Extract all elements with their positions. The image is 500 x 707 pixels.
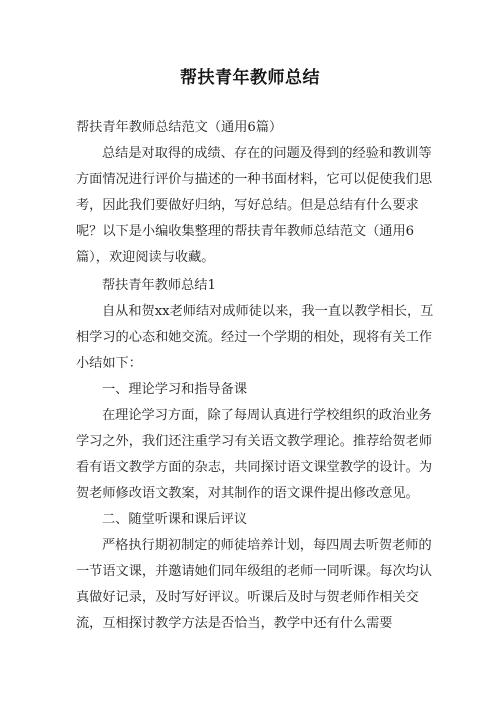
document-subtitle: 帮扶青年教师总结范文（通用6篇） xyxy=(76,120,283,135)
section-title: 帮扶青年教师总结1 xyxy=(102,278,216,293)
heading-class-observation: 二、随堂听课和课后评议 xyxy=(102,512,248,527)
paragraph-1: 自从和贺xx老师结对成师徒以来，我一直以教学相长，互相学习的心态和她交流。经过一个学期的相处，现将有关工作小结如下： xyxy=(76,304,434,371)
paragraph-3: 严格执行期初制定的师徒培养计划，每四周去听贺老师的一节语文课，并邀请她们同年级组的老师一同听课。每次均认真做好记录，及时写好评议。听课后及时与贺老师作相关交流，互相探讨教学方法是否恰当，教学中还有什么需要 xyxy=(76,538,433,631)
paragraph-2: 在理论学习方面，除了每周认真进行学校组织的政治业务学习之外，我们还注重学习有关语文教学理论。推荐给贺老师看有语文教学方面的杂志，共同探讨语文课堂教学的设计。为贺老师修改语文教案，对其制作的语文课件提出修改意见。 xyxy=(76,408,433,501)
page-title: 帮扶青年教师总结 xyxy=(180,68,320,88)
heading-theory-study: 一、理论学习和指导备课 xyxy=(102,382,248,397)
intro-paragraph: 总结是对取得的成绩、存在的问题及得到的经验和教训等方面情况进行评价与描述的一种书面材料，它可以促使我们思考，因此我们要做好归纳，写好总结。但是总结有什么要求呢？以下是小编收集整理的帮扶青年教师总结范文（通用6篇），欢迎阅读与收藏。 xyxy=(76,146,433,265)
